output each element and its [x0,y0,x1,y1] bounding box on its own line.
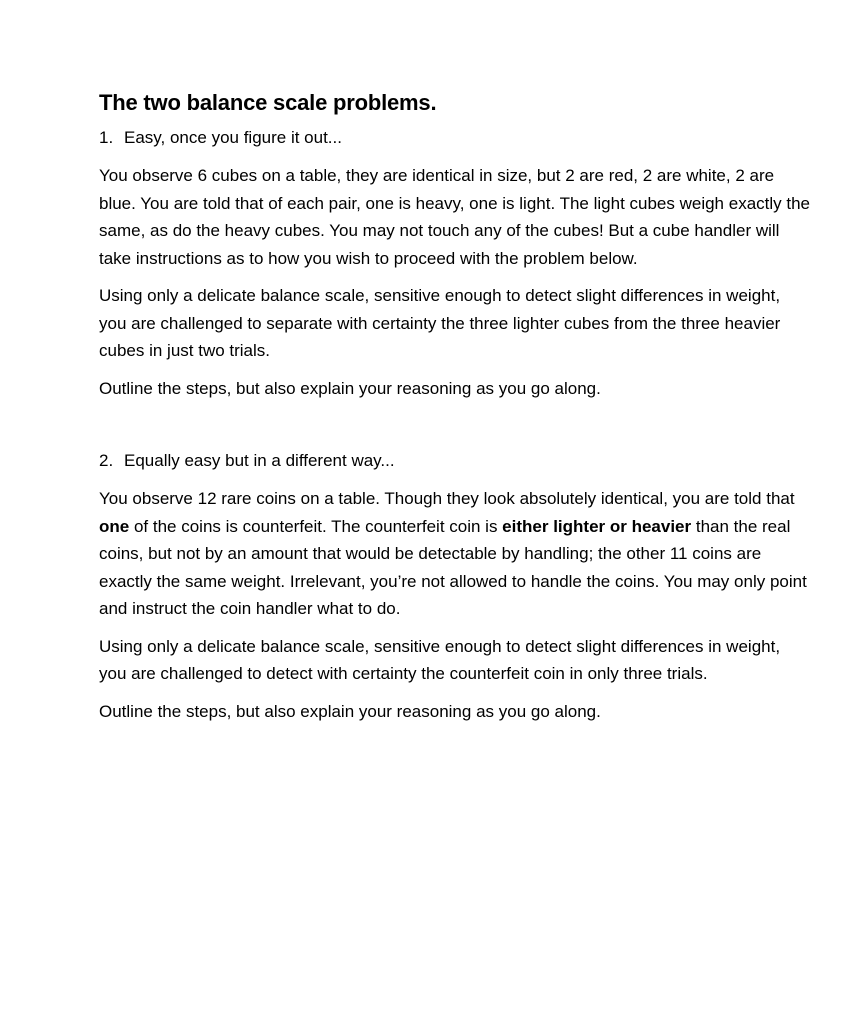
problem-2-p1-part-c: than the real coins, but not by an amount that would be detectable by handling; the other 11 coins are exactly the same weight. Irrelevant, you’re not allowed to handle the coins. You may only point and instruct the coin handler what to do. [99,516,807,618]
problem-2-paragraph-3: Outline the steps, but also explain your reasoning as you go along. [99,701,601,721]
section-spacer [99,412,811,449]
problem-1-paragraph-1: You observe 6 cubes on a table, they are identical in size, but 2 are red, 2 are white, 2 are blue. You are told that of each pair, one is heavy, one is light. The light cubes weigh exactly the same, as do the heavy cubes. You may not touch any of the cubes! But a cube handler will take instructions as to how you wish to proceed with the problem below. [99,166,811,268]
problem-1-paragraph-2: Using only a delicate balance scale, sensitive enough to detect slight differences in weight, you are challenged to separate with certainty the three lighter cubes from the three heavier cubes in just two trials. [99,286,781,360]
problem-2-heading [99,449,811,473]
problem-2-p1-part-b: of the coins is counterfeit. The counterfeit coin is [129,516,503,536]
problem-1-heading [99,126,811,150]
problem-2-p1-part-a: You observe 12 rare coins on a table. Though they look absolutely identical, you are told that [99,489,795,508]
problem-1-paragraph-3: Outline the steps, but also explain your reasoning as you go along. [99,378,601,398]
problem-2-paragraph-1 [99,485,811,623]
document-page [99,88,811,735]
problem-1-heading-text: Easy, once you figure it out... [124,128,342,147]
problem-2-p1-bold-lighter-heavier: either lighter or heavier [502,516,692,536]
problem-2-p1-bold-one: one [99,516,130,536]
problem-2-number: 2. [99,451,114,470]
document-title: The two balance scale problems. [99,90,437,115]
problem-2-paragraph-2: Using only a delicate balance scale, sensitive enough to detect slight differences in weight, you are challenged to detect with certainty the counterfeit coin in only three trials. [99,636,781,683]
problem-1-number: 1. [99,128,114,147]
problem-2-heading-text: Equally easy but in a different way... [124,451,395,470]
